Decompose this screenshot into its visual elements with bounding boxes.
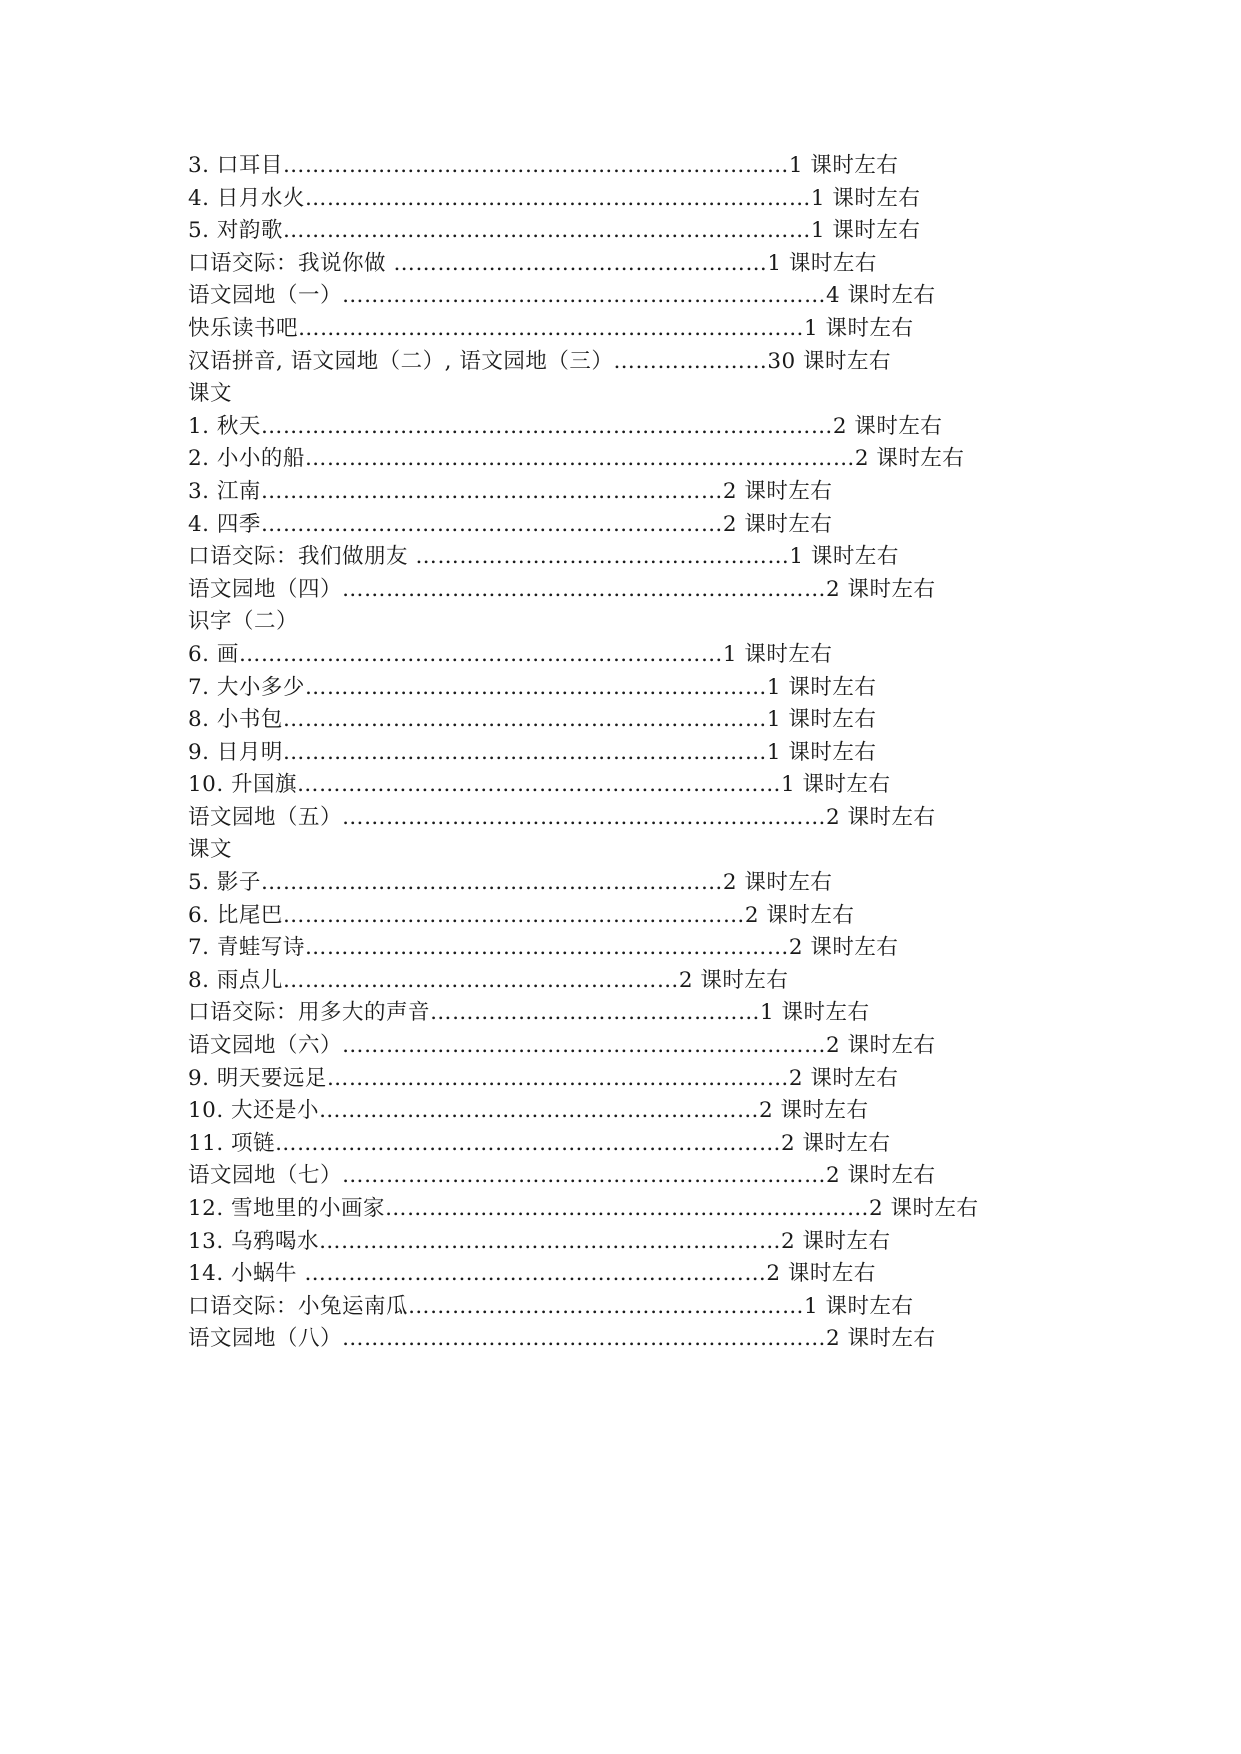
- lesson-entry: 4. 四季………………………………………………………2 课时左右: [188, 511, 833, 537]
- list-item: [188, 150, 1088, 183]
- lesson-entry: 语文园地（七）…………………………………………………………2 课时左右: [188, 1163, 936, 1189]
- lesson-entry: 汉语拼音, 语文园地（二）, 语文园地（三）…………………30 课时左右: [188, 348, 892, 374]
- lesson-entry: 6. 比尾巴………………………………………………………2 课时左右: [188, 902, 855, 928]
- lesson-entry: 6. 画…………………………………………………………1 课时左右: [188, 641, 833, 667]
- list-item: [188, 900, 1088, 933]
- list-item: [188, 1030, 1088, 1063]
- section-heading-text: 识字（二）: [188, 609, 299, 635]
- lesson-entry: 语文园地（一）…………………………………………………………4 课时左右: [188, 283, 936, 309]
- section-heading-text: 课文: [188, 837, 233, 863]
- list-item: [188, 672, 1088, 705]
- list-item: [188, 997, 1088, 1030]
- list-item: [188, 1128, 1088, 1161]
- list-item: [188, 639, 1088, 672]
- lesson-entry: 10. 大还是小……………………………………………………2 课时左右: [188, 1098, 869, 1124]
- list-item: [188, 1063, 1088, 1096]
- lesson-entry: 5. 影子………………………………………………………2 课时左右: [188, 870, 833, 896]
- lesson-entry: 7. 大小多少………………………………………………………1 课时左右: [188, 674, 877, 700]
- section-heading: [188, 378, 1088, 411]
- list-item: [188, 509, 1088, 542]
- lesson-entry: 口语交际：我说你做 ……………………………………………1 课时左右: [188, 250, 877, 276]
- lesson-entry: 11. 项链……………………………………………………………2 课时左右: [188, 1130, 891, 1156]
- section-heading: [188, 606, 1088, 639]
- list-item: [188, 215, 1088, 248]
- lesson-entry: 9. 日月明…………………………………………………………1 课时左右: [188, 739, 877, 765]
- lesson-entry: 2. 小小的船…………………………………………………………………2 课时左右: [188, 446, 965, 472]
- lesson-schedule-list: [188, 150, 1088, 1356]
- lesson-entry: 1. 秋天……………………………………………………………………2 课时左右: [188, 413, 943, 439]
- lesson-entry: 语文园地（五）…………………………………………………………2 课时左右: [188, 804, 936, 830]
- lesson-entry: 语文园地（八）…………………………………………………………2 课时左右: [188, 1326, 936, 1352]
- list-item: [188, 280, 1088, 313]
- lesson-entry: 3. 口耳目……………………………………………………………1 课时左右: [188, 153, 899, 178]
- list-item: [188, 1323, 1088, 1356]
- list-item: [188, 704, 1088, 737]
- lesson-entry: 口语交际：用多大的声音………………………………………1 课时左右: [188, 1000, 870, 1026]
- list-item: [188, 932, 1088, 965]
- list-item: [188, 1226, 1088, 1259]
- lesson-entry: 7. 青蛙写诗…………………………………………………………2 课时左右: [188, 935, 899, 961]
- list-item: [188, 769, 1088, 802]
- list-item: [188, 802, 1088, 835]
- list-item: [188, 541, 1088, 574]
- list-item: [188, 443, 1088, 476]
- lesson-entry: 12. 雪地里的小画家…………………………………………………………2 课时左右: [188, 1196, 979, 1221]
- list-item: [188, 183, 1088, 216]
- list-item: [188, 965, 1088, 998]
- lesson-entry: 口语交际：我们做朋友 ……………………………………………1 课时左右: [188, 544, 899, 570]
- list-item: [188, 248, 1088, 281]
- list-item: [188, 476, 1088, 509]
- lesson-entry: 8. 小书包…………………………………………………………1 课时左右: [188, 707, 877, 733]
- list-item: [188, 1160, 1088, 1193]
- list-item: [188, 313, 1088, 346]
- lesson-entry: 3. 江南………………………………………………………2 课时左右: [188, 478, 833, 504]
- list-item: [188, 346, 1088, 379]
- list-item: [188, 574, 1088, 607]
- lesson-entry: 4. 日月水火……………………………………………………………1 课时左右: [188, 185, 921, 211]
- lesson-entry: 14. 小蜗牛 ………………………………………………………2 课时左右: [188, 1261, 876, 1287]
- lesson-entry: 快乐读书吧……………………………………………………………1 课时左右: [188, 315, 914, 341]
- list-item: [188, 737, 1088, 770]
- lesson-entry: 语文园地（六）…………………………………………………………2 课时左右: [188, 1033, 936, 1059]
- lesson-entry: 13. 乌鸦喝水………………………………………………………2 课时左右: [188, 1228, 891, 1254]
- lesson-entry: 5. 对韵歌………………………………………………………………1 课时左右: [188, 218, 921, 244]
- section-heading: [188, 834, 1088, 867]
- list-item: [188, 1095, 1088, 1128]
- list-item: [188, 1193, 1088, 1226]
- lesson-entry: 语文园地（四）…………………………………………………………2 课时左右: [188, 576, 936, 602]
- list-item: [188, 1258, 1088, 1291]
- lesson-entry: 口语交际：小兔运南瓜………………………………………………1 课时左右: [188, 1293, 914, 1319]
- list-item: [188, 1291, 1088, 1324]
- lesson-entry: 8. 雨点儿………………………………………………2 课时左右: [188, 967, 789, 993]
- list-item: [188, 867, 1088, 900]
- lesson-entry: 10. 升国旗…………………………………………………………1 课时左右: [188, 772, 891, 798]
- list-item: [188, 411, 1088, 444]
- section-heading-text: 课文: [188, 381, 233, 407]
- lesson-entry: 9. 明天要远足………………………………………………………2 课时左右: [188, 1065, 899, 1091]
